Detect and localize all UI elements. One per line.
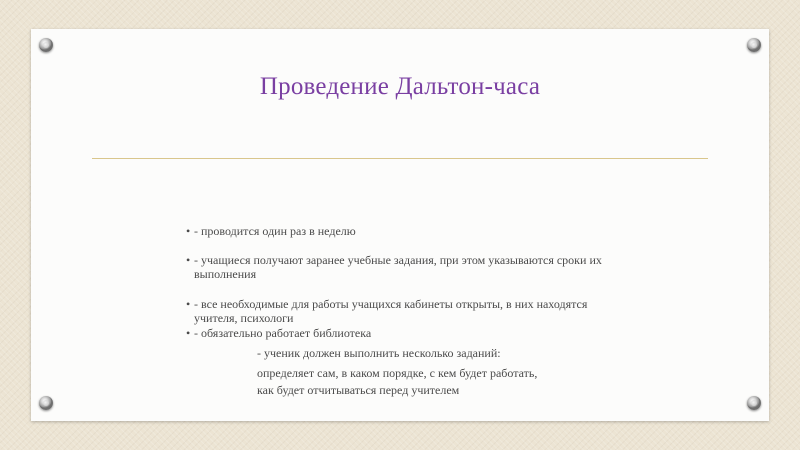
pushpin-icon <box>747 38 761 52</box>
bullet-item: • - все необходимые для работы учащихся кабинеты открыты, в них находятся учителя, психологи <box>186 297 616 326</box>
slide-title: Проведение Дальтон-часа <box>259 73 541 100</box>
bullet-item: • - учащиеся получают заранее учебные задания, при этом указываются сроки их выполнения <box>186 253 616 282</box>
bullet-item: • - обязательно работает библиотека <box>186 326 616 341</box>
pushpin-icon <box>39 38 53 52</box>
bullet-list <box>186 224 616 340</box>
sub-line: - ученик должен выполнить несколько заданий: <box>257 346 501 360</box>
bullet-item: • - проводится один раз в неделю <box>186 224 616 239</box>
pushpin-icon <box>747 396 761 410</box>
pushpin-icon <box>39 396 53 410</box>
sub-line: как будет отчитываться перед учителем <box>257 383 460 397</box>
sub-line: определяет сам, в каком порядке, с кем будет работать, <box>257 366 538 380</box>
title-divider <box>92 158 708 159</box>
